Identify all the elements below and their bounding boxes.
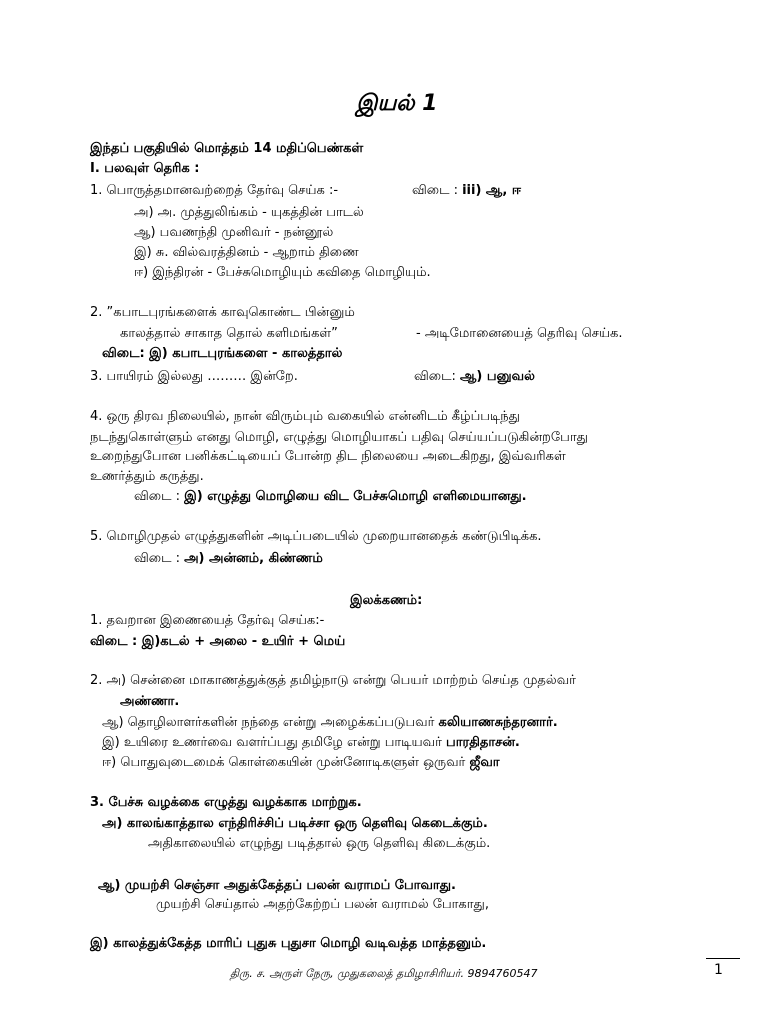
g3-b-answer: முயற்சி செய்தால் அதற்கேற்றப் பலன் வராமல் போகாது, bbox=[156, 897, 489, 912]
q2-answer: விடை: இ) கபாடபுரங்களை - காலத்தால் bbox=[102, 346, 343, 361]
intro-marks: இந்தப் பகுதியில் மொத்தம் 14 மதிப்பெண்கள் bbox=[90, 141, 364, 156]
q2-line1: 2. ”கபாடபுரங்களைக் காவுகொண்ட பின்னும் bbox=[90, 305, 355, 320]
q2-instruction: - அடிமோனையைத் தெரிவு செய்க. bbox=[416, 326, 623, 341]
g3-a-answer: அதிகாலையில் எழுந்து படித்தால் ஒரு தெளிவு கிடைக்கும். bbox=[148, 836, 491, 851]
q1-option-c: இ) சு. வில்வரத்தினம் - ஆறாம் திணை bbox=[134, 245, 359, 260]
g2-c-line bbox=[102, 734, 520, 752]
q4-answer bbox=[134, 488, 527, 506]
q4-line4: உணர்த்தும் கருத்து. bbox=[90, 469, 204, 484]
q4-answer-label: விடை : bbox=[134, 489, 180, 504]
q4-line2: நடந்துகொள்ளும் எனது மொழி, எழுத்து மொழியாகப் பதிவு செய்யப்படுகின்றபோது bbox=[90, 430, 588, 445]
q1-answer bbox=[412, 182, 521, 200]
g2-b-answer: கலியாணசுந்தரனார். bbox=[438, 715, 558, 730]
g3-c-question: இ) காலத்துக்கேத்த மாரிப் புதுசு புதுசா மொழி வடிவத்த மாத்தனும். bbox=[90, 936, 487, 951]
q5-answer-value: அ) அன்னம், கிண்ணம் bbox=[184, 551, 323, 566]
q5-answer-label: விடை : bbox=[134, 551, 180, 566]
g2-a-question: 2. அ) சென்னை மாகாணத்துக்குத் தமிழ்நாடு என்று பெயர் மாற்றம் செய்த முதல்வர் bbox=[90, 673, 576, 688]
q1-answer-label: விடை : bbox=[412, 183, 458, 198]
g2-d-question: ஈ) பொதுவுடைமைக் கொள்கையின் முன்னோடிகளுள் ஒருவர் bbox=[102, 755, 466, 770]
q2-line2: காலத்தால் சாகாத தொல் களிமங்கள்” bbox=[120, 326, 338, 341]
grammar-heading: இலக்கணம்: bbox=[350, 593, 423, 608]
page-title: இயல் 1 bbox=[356, 91, 438, 116]
g2-b-question: ஆ) தொழிலாளர்களின் நந்தை என்று அழைக்கப்படுபவர் bbox=[102, 715, 435, 730]
q1-answer-value: iii) ஆ, ஈ bbox=[462, 183, 521, 198]
q4-line3: உறைந்துபோன பனிக்கட்டியைப் போன்ற திட நிலையை அடைகிறது, இவ்வரிகள் bbox=[90, 449, 566, 464]
q1-option-d: ஈ) இந்திரன் - பேச்சுமொழியும் கவிதை மொழியும். bbox=[134, 265, 431, 280]
g2-d-line bbox=[102, 754, 500, 772]
q4-answer-value: இ) எழுத்து மொழியை விட பேச்சுமொழி எளிமையானது. bbox=[184, 489, 527, 504]
q1-question: 1. பொருத்தமானவற்றைத் தேர்வு செய்க :- bbox=[90, 183, 339, 198]
q3-answer-value: ஆ) பனுவல் bbox=[459, 369, 535, 384]
g3-a-question: அ) காலங்காத்தால எந்திரிச்சிப் படிச்சா ஒரு தெளிவு கெடைக்கும். bbox=[102, 816, 488, 831]
q3-answer-label: விடை: bbox=[414, 369, 456, 384]
g3-b-question: ஆ) முயற்சி செஞ்சா அதுக்கேத்தப் பலன் வராமப் போவாது. bbox=[98, 878, 456, 893]
g1-question: 1. தவறான இணையைத் தேர்வு செய்க:- bbox=[90, 613, 325, 628]
q5-answer bbox=[134, 550, 323, 568]
g3-heading: 3. பேச்சு வழக்கை எழுத்து வழக்காக மாற்றுக. bbox=[90, 795, 362, 810]
g1-answer: விடை : இ)கடல் + அலை - உயிர் + மெய் bbox=[90, 634, 346, 649]
footer-rule bbox=[706, 958, 740, 959]
q3-answer bbox=[414, 368, 535, 386]
g2-c-question: இ) உயிரை உணர்வை வளர்ப்பது தமிழே என்று பாடியவர் bbox=[102, 735, 442, 750]
q1-option-a: அ) அ. முத்துலிங்கம் - யுகத்தின் பாடல் bbox=[134, 205, 364, 220]
page-number: 1 bbox=[714, 962, 723, 978]
q1-text bbox=[90, 182, 338, 200]
g2-d-answer: ஜீவா bbox=[469, 755, 500, 770]
q3-question: 3. பாயிரம் இல்லது ……… இன்றே. bbox=[90, 369, 298, 384]
g2-b-line bbox=[102, 714, 558, 732]
q5-question: 5. மொழிமுதல் எழுத்துகளின் அடிப்படையில் முறையானதைக் கண்டுபிடிக்க. bbox=[90, 529, 542, 544]
q1-option-b: ஆ) பவணந்தி முனிவர் - நன்னூல் bbox=[134, 225, 334, 240]
g2-a-answer: அண்ணா. bbox=[120, 694, 180, 709]
footer-author: திரு. ச. அருள் நேரு, முதுகலைத் தமிழாசிரியர். 9894760547 bbox=[230, 967, 538, 980]
section-heading-mcq: I. பலவுள் தெரிக : bbox=[90, 161, 200, 176]
q4-line1: 4. ஒரு திரவ நிலையில், நான் விரும்பும் வகையில் என்னிடம் கீழ்ப்படிந்து bbox=[90, 409, 520, 424]
g2-c-answer: பாரதிதாசன். bbox=[446, 735, 520, 750]
